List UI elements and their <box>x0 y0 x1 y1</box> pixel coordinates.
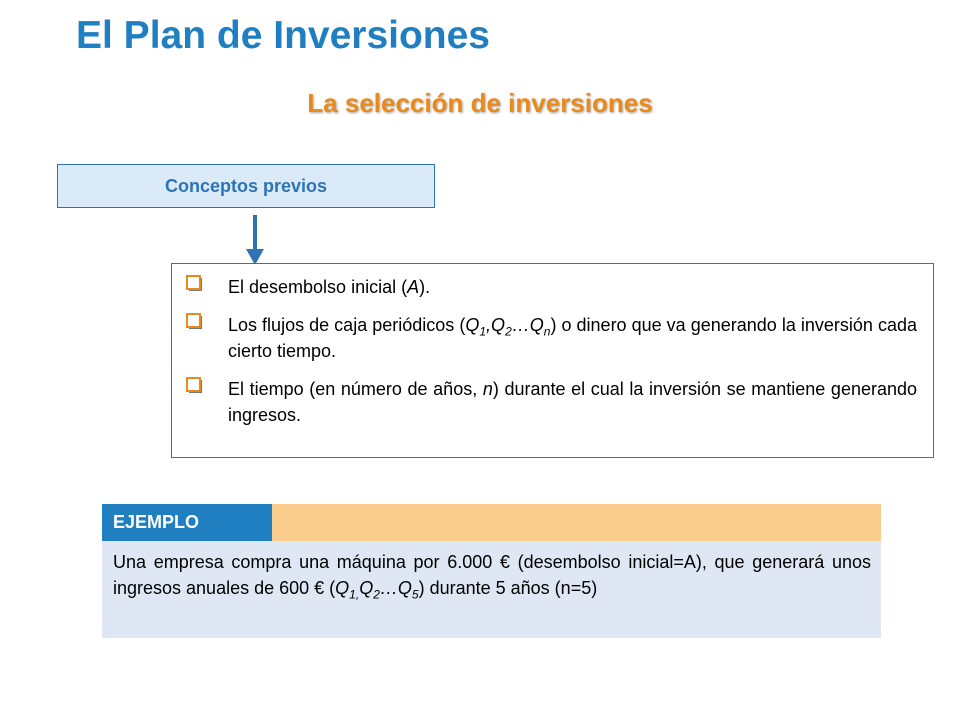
checkbox-square-icon <box>186 377 206 397</box>
page-subtitle: La selección de inversiones <box>307 88 653 118</box>
example-label: EJEMPLO <box>102 504 272 541</box>
example-text: Una empresa compra una máquina por 6.000 € (desembolso inicial=A), que generará unos ingresos anuales de 600 € $(Q_{1,}Q_2\dots Q_5)$ durante 5 años (n=5) <box>102 541 881 638</box>
checkbox-square-icon <box>186 275 206 295</box>
arrow-down-icon <box>244 215 266 265</box>
example-header-bar <box>272 504 881 541</box>
example-panel <box>102 504 881 638</box>
checkbox-square-icon <box>186 313 206 333</box>
concepts-heading-label: Conceptos previos <box>164 175 328 196</box>
list-item: El tiempo (en número de años, n) durante el cual la inversión se mantiene generando ingresos. <box>184 376 917 428</box>
page-title: El Plan de Inversiones <box>76 14 490 57</box>
list-item: Los flujos de caja periódicos $(Q_1,Q_2\dots Q_n)$ o dinero que va generando la inversión cada cierto tiempo. <box>184 312 917 364</box>
concepts-heading-box <box>57 164 435 208</box>
concepts-list <box>171 263 934 458</box>
example-header <box>102 504 881 541</box>
list-item: El desembolso inicial (A). <box>184 274 917 300</box>
